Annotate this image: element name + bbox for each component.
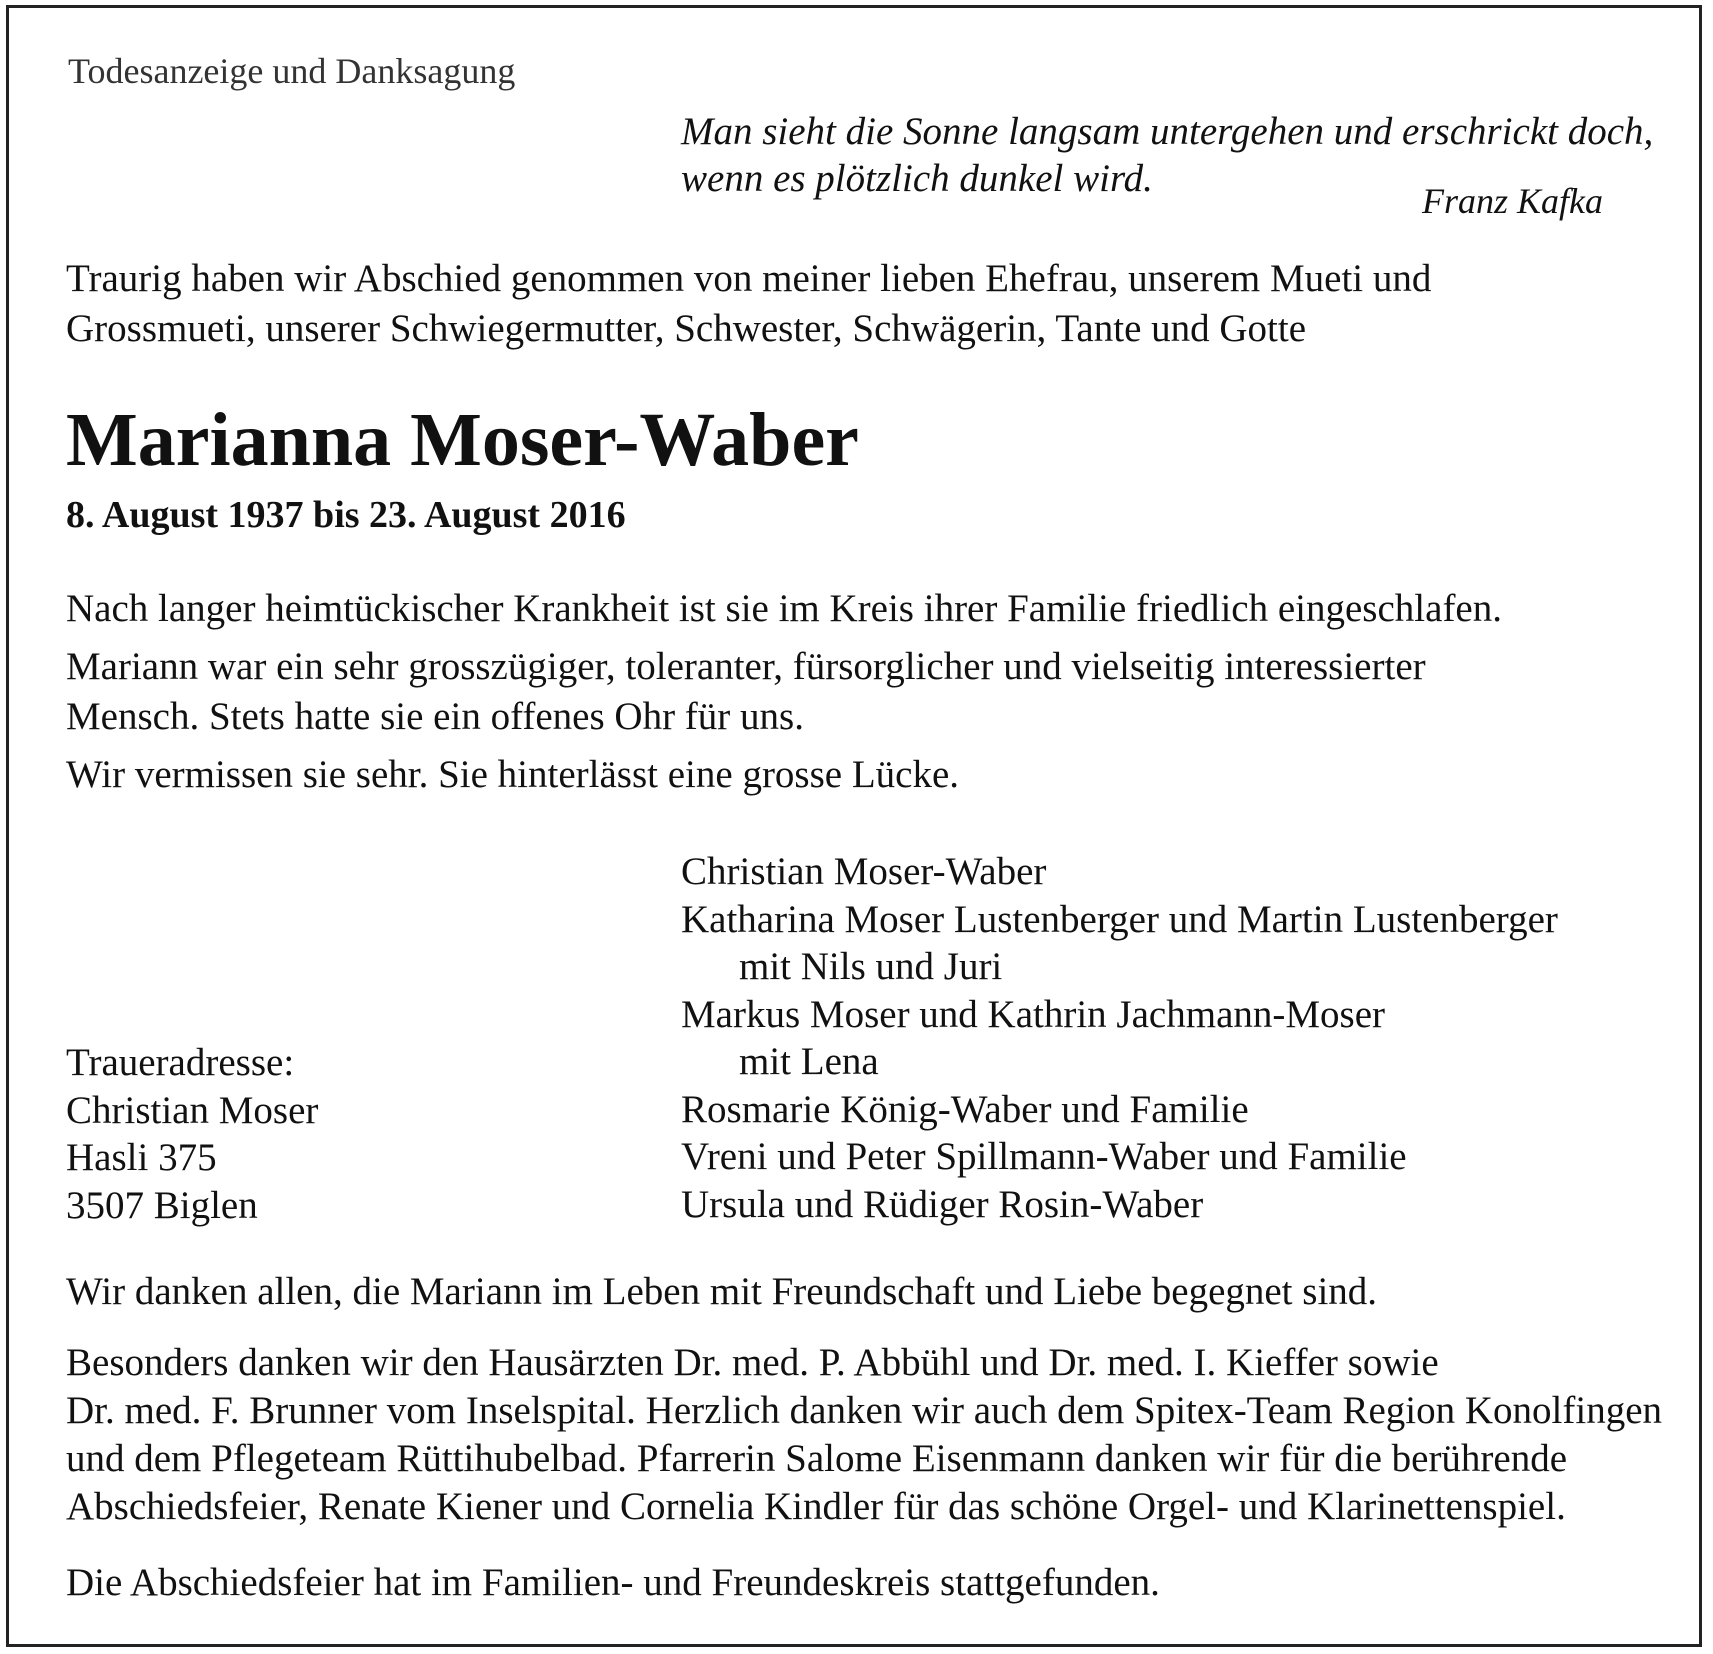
intro-line: Grossmueti, unserer Schwiegermutter, Schwester, Schwägerin, Tante und Gotte: [66, 307, 1307, 350]
mourner-entry: Ursula und Rüdiger Rosin-Waber: [681, 1182, 1204, 1226]
quote-author: Franz Kafka: [1422, 181, 1604, 221]
mourners-list: [681, 848, 1558, 1228]
life-dates: 8. August 1937 bis 23. August 2016: [66, 494, 626, 536]
notice-type-label: Todesanzeige und Danksagung: [68, 51, 516, 91]
quote-line: Man sieht die Sonne langsam untergehen und erschrickt doch,: [681, 110, 1654, 153]
body-paragraph-illness: Nach langer heimtückischer Krankheit ist sie im Kreis ihrer Familie friedlich eingeschlafen.: [66, 587, 1502, 630]
mourner-entry-children: mit Nils und Juri: [739, 945, 1003, 988]
thanks-line: Dr. med. F. Brunner vom Inselspital. Herzlich danken wir auch dem Spitex-Team Region Konolfingen: [66, 1389, 1663, 1432]
thanks-line: und dem Pflegeteam Rüttihubelbad. Pfarrerin Salome Eisenmann danken wir für die berührende: [66, 1437, 1568, 1480]
mourner-entry: Katharina Moser Lustenberger und Martin Lustenberger: [681, 897, 1558, 941]
quote-line: wenn es plötzlich dunkel wird.: [681, 157, 1153, 200]
thanks-paragraph-special: [66, 1339, 1662, 1531]
mourner-entry: Markus Moser und Kathrin Jachmann-Moser: [681, 992, 1386, 1036]
mourner-entry: Christian Moser-Waber: [681, 850, 1047, 893]
mourner-entry-children: mit Lena: [739, 1040, 879, 1083]
body-line: Mariann war ein sehr grosszügiger, toleranter, fürsorglicher und vielseitig interessierter: [66, 645, 1426, 688]
address-city: 3507 Biglen: [66, 1183, 258, 1227]
body-paragraph-missed: Wir vermissen sie sehr. Sie hinterlässt eine grosse Lücke.: [66, 753, 960, 796]
thanks-paragraph-all: Wir danken allen, die Mariann im Leben mit Freundschaft und Liebe begegnet sind.: [66, 1270, 1378, 1313]
deceased-name: Marianna Moser-Waber: [66, 398, 859, 482]
mourning-address: [66, 1039, 318, 1229]
intro-paragraph: [66, 254, 1431, 354]
address-name: Christian Moser: [66, 1088, 319, 1132]
intro-line: Traurig haben wir Abschied genommen von meiner lieben Ehefrau, unserem Mueti und: [66, 257, 1432, 300]
body-line: Mensch. Stets hatte sie ein offenes Ohr für uns.: [66, 695, 804, 738]
ceremony-note: Die Abschiedsfeier hat im Familien- und Freundeskreis stattgefunden.: [66, 1561, 1160, 1604]
address-street: Hasli 375: [66, 1136, 217, 1179]
mourner-entry: Rosmarie König-Waber und Familie: [681, 1087, 1249, 1131]
thanks-line: Besonders danken wir den Hausärzten Dr. med. P. Abbühl und Dr. med. I. Kieffer sowie: [66, 1341, 1439, 1384]
address-label: Traueradresse:: [66, 1041, 295, 1084]
thanks-line: Abschiedsfeier, Renate Kiener und Cornelia Kindler für das schöne Orgel- und Klarinettenspiel.: [66, 1485, 1566, 1528]
body-paragraph-character: [66, 642, 1426, 742]
mourner-entry: Vreni und Peter Spillmann-Waber und Familie: [681, 1135, 1407, 1178]
